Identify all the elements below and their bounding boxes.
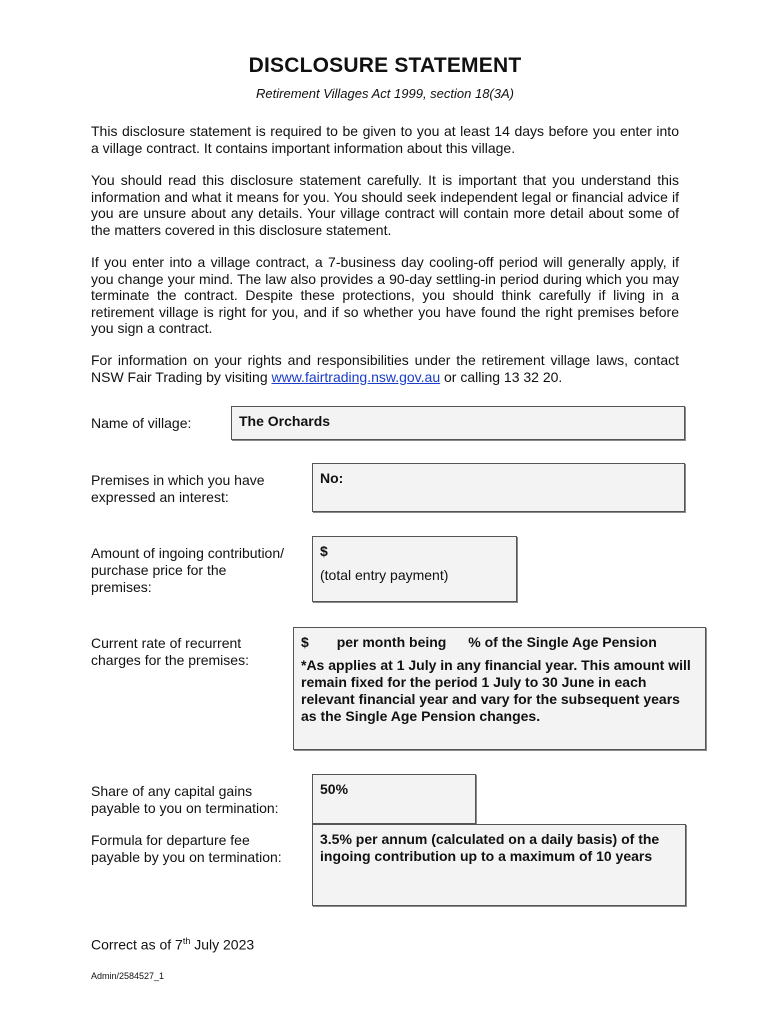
recurrent-charges-label bbox=[91, 635, 249, 669]
recurrent-note: *As applies at 1 July in any financial year. This amount will remain fixed for the period 1 July to 30 June in each relevant financial year and vary for the subsequent years as the Single Age Pension changes. bbox=[301, 657, 691, 724]
recurrent-dollar-sign: $ bbox=[301, 634, 309, 650]
premises-label-line-1: Premises in which you have bbox=[91, 472, 265, 488]
recurrent-charges-field[interactable] bbox=[293, 627, 706, 750]
recurrent-label-line-2: charges for the premises: bbox=[91, 652, 249, 668]
document-reference: Admin/2584527_1 bbox=[91, 971, 165, 981]
premises-label bbox=[91, 472, 265, 506]
read-carefully-paragraph: You should read this disclosure statement carefully. It is important that you understand this information and what it means for you. You should seek independent legal or financial advice if you are unsure about any details. Your village contract will contain more detail about some of the matters covered in this disclosure statement. bbox=[91, 172, 679, 238]
ingoing-contribution-field[interactable] bbox=[312, 536, 517, 602]
document-title: DISCLOSURE STATEMENT bbox=[248, 54, 522, 77]
fair-trading-link[interactable]: www.fairtrading.nsw.gov.au bbox=[271, 368, 441, 385]
correct-as-of-date: July 2023 bbox=[190, 936, 255, 953]
premises-label-line-2: expressed an interest: bbox=[91, 489, 229, 505]
capital-gains-label bbox=[91, 783, 279, 817]
ingoing-label-line-2: purchase price for the bbox=[91, 562, 227, 578]
ingoing-label-line-3: premises: bbox=[91, 579, 152, 595]
correct-as-of-prefix: Correct as of 7 bbox=[91, 936, 183, 953]
capital-gains-label-line-1: Share of any capital gains bbox=[91, 783, 253, 799]
cooling-off-paragraph: If you enter into a village contract, a 7-business day cooling-off period will generally apply, if you change your mind. The law also provides a 90-day settling-in period during which you may terminate the contract. Despite these protections, you should think carefully if living in a retirement village is right for you, and if so whether you have found the right premises before you sign a contract. bbox=[91, 254, 679, 337]
departure-fee-label-line-2: payable by you on termination: bbox=[91, 849, 282, 865]
recurrent-pension-percent: % of the Single Age Pension bbox=[468, 634, 657, 650]
document-subtitle: Retirement Villages Act 1999, section 18(3A) bbox=[256, 86, 514, 101]
fair-trading-text: For information on your rights and responsibilities under the retirement village laws, contact NSW Fair Trading by visiting bbox=[91, 352, 679, 385]
intro-paragraph: This disclosure statement is required to be given to you at least 14 days before you enter into a village contract. It contains important information about this village. bbox=[91, 123, 679, 156]
recurrent-charges-line bbox=[301, 634, 698, 651]
fair-trading-phone-text: or calling 13 32 20. bbox=[440, 368, 563, 385]
ingoing-dollar-sign: $ bbox=[320, 543, 328, 559]
recurrent-per-month: per month being bbox=[336, 634, 447, 650]
capital-gains-field[interactable]: 50% bbox=[312, 774, 476, 824]
correct-as-of-suffix: th bbox=[182, 936, 191, 946]
departure-fee-label-line-1: Formula for departure fee bbox=[91, 832, 250, 848]
recurrent-label-line-1: Current rate of recurrent bbox=[91, 635, 242, 651]
departure-fee-label bbox=[91, 832, 282, 866]
village-name-label: Name of village: bbox=[91, 415, 192, 431]
premises-field[interactable]: No: bbox=[312, 463, 685, 512]
ingoing-label-line-1: Amount of ingoing contribution/ bbox=[91, 545, 285, 561]
correct-as-of bbox=[91, 936, 254, 953]
departure-fee-field[interactable]: 3.5% per annum (calculated on a daily basis) of the ingoing contribution up to a maximum of 10 years bbox=[312, 824, 686, 906]
village-name-field[interactable]: The Orchards bbox=[231, 406, 685, 440]
ingoing-contribution-label bbox=[91, 545, 284, 596]
ingoing-note: (total entry payment) bbox=[320, 567, 449, 583]
capital-gains-label-line-2: payable to you on termination: bbox=[91, 800, 279, 816]
fair-trading-paragraph bbox=[91, 352, 679, 385]
